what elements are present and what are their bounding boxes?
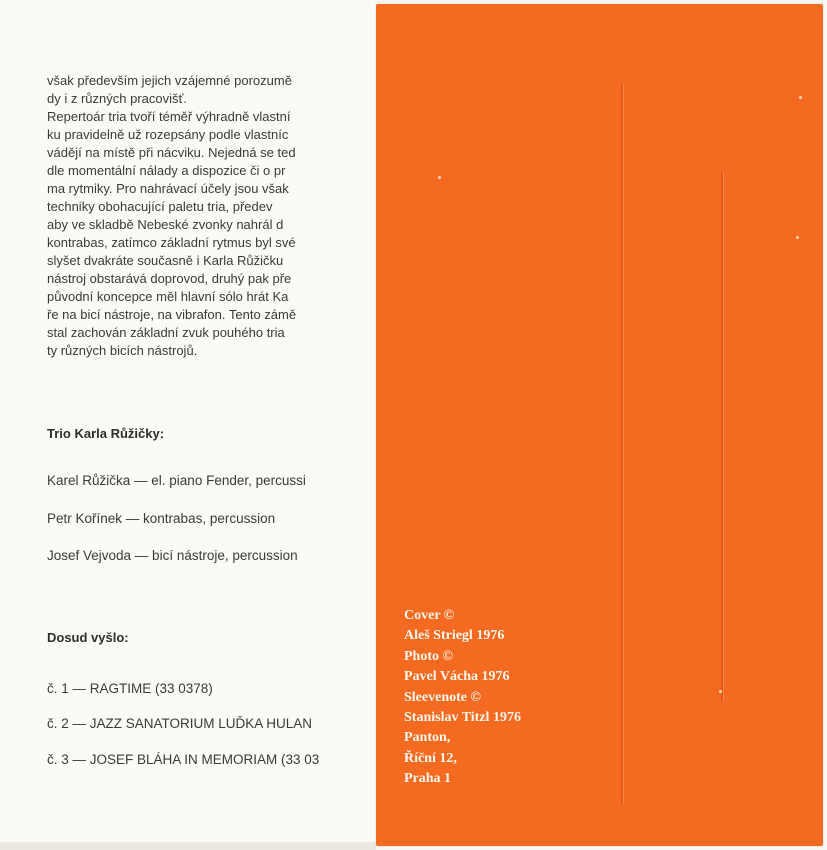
credits-line: Říční 12,: [404, 750, 457, 766]
paragraph-line: původní koncepce měl hlavní sólo hrát Ka: [47, 289, 289, 304]
paragraph-line: ře na bicí nástroje, na vibrafon. Tento zámě: [47, 307, 297, 322]
member-row: Karel Růžička — el. piano Fender, percussi: [47, 473, 306, 488]
credits-line: Sleevenote ©: [404, 689, 481, 705]
member-row: Josef Vejvoda — bicí nástroje, percussion: [47, 548, 298, 563]
paper-edge: [0, 842, 376, 850]
credits-line: Aleš Striegl 1976: [404, 628, 505, 644]
paragraph-line: techniky obohacující paletu tria, předev: [47, 199, 273, 214]
release-row: č. 2 — JAZZ SANATORIUM LUĎKA HULAN: [47, 716, 313, 731]
paragraph-line: dy i z různých pracovišť.: [47, 91, 187, 106]
paragraph-line: nástroj obstarává doprovod, druhý pak pře: [47, 271, 292, 286]
member-row: Petr Kořínek — kontrabas, percussion: [47, 511, 276, 526]
fold-slit-right: [721, 172, 723, 702]
credits-line: Pavel Vácha 1976: [404, 669, 510, 685]
credits-line: Stanislav Titzl 1976: [404, 710, 521, 726]
credits-block: [404, 606, 521, 790]
credits-line: Panton,: [404, 730, 451, 746]
trio-heading: Trio Karla Růžičky:: [47, 426, 165, 441]
white-text-panel: [0, 0, 376, 850]
paragraph-line: ma rytmiky. Pro nahrávací účely jsou však: [47, 181, 289, 196]
credits-line: Cover ©: [404, 608, 455, 623]
paragraph-line: vádějí na místě při nácviku. Nejedná se ted: [47, 145, 296, 160]
release-row: č. 3 — JOSEF BLÁHA IN MEMORIAM (33 03: [47, 752, 320, 767]
credits-line: Photo ©: [404, 648, 453, 664]
paragraph-line: Repertoár tria tvoří téměř výhradně vlastní: [47, 109, 291, 124]
released-heading: Dosud vyšlo:: [47, 630, 129, 645]
paragraph-line: ku pravidelně už rozepsány podle vlastníc: [47, 127, 289, 142]
paper-speck: [438, 176, 441, 179]
sleevenote-paragraph: [47, 72, 374, 360]
fold-slit-left: [621, 84, 623, 804]
paragraph-line: slyšet dvakráte současně i Karla Růžičku: [47, 253, 284, 268]
paragraph-line: stal zachován základní zvuk pouhého tria: [47, 325, 285, 340]
paragraph-line: aby ve skladbě Nebeské zvonky nahrál d: [47, 217, 284, 232]
paragraph-line: kontrabas, zatímco základní rytmus byl své: [47, 235, 296, 250]
paper-speck: [796, 236, 799, 239]
credits-line: Praha 1: [404, 771, 452, 787]
paper-speck: [719, 690, 722, 693]
paragraph-line: však především jejich vzájemné porozumě: [47, 73, 292, 88]
paragraph-line: dle momentální nálady a dispozice či o pr: [47, 163, 286, 178]
release-row: č. 1 — RAGTIME (33 0378): [47, 681, 213, 696]
paper-speck: [799, 96, 802, 99]
paragraph-line: ty různých bicích nástrojů.: [47, 343, 198, 358]
